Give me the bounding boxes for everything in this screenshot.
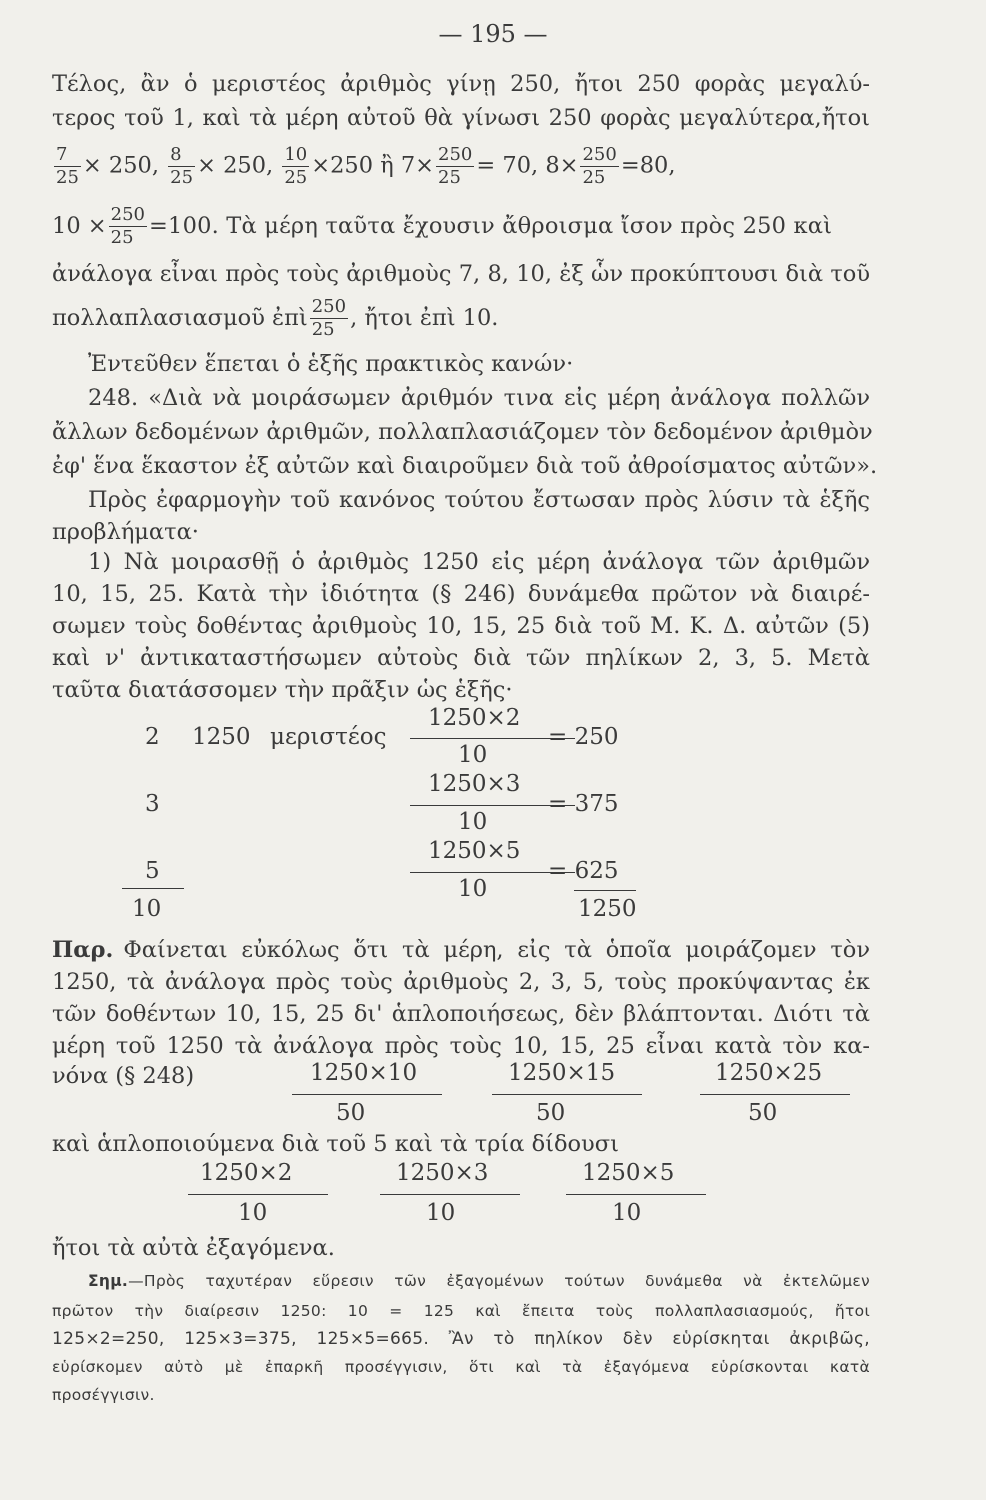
fraction-denominator: 10 [612, 1200, 642, 1226]
fraction-line: $\frac{7}{25}$ × 250, $\frac{8}{25}$ × 250, $\frac{10}{25}$ ×250 ἢ 7× $\frac{250}{25}$ = 70, 8× $\frac{250}{25}$ =80, [56, 143, 676, 188]
text-line: 10, 15, 25. Κατὰ τὴν ἰδιότητα (§ 246) δυνάμεθα πρῶτον νὰ διαιρέ- [52, 581, 870, 607]
fraction-denominator: 50 [336, 1100, 366, 1126]
fraction-numerator: 1250×2 [200, 1160, 293, 1186]
note-line: Σημ.—Πρὸς ταχυτέραν εὕρεσιν τῶν ἐξαγομένων τούτων δυνάμεθα νὰ ἐκτελῶμεν [88, 1272, 870, 1290]
ratio-value: 5 [145, 858, 160, 884]
text-line: ταῦτα διατάσσομεν τὴν πρᾶξιν ὡς ἑξῆς· [52, 677, 513, 703]
fraction-numerator: 1250×25 [715, 1060, 823, 1086]
divisor: 10 [458, 876, 488, 902]
product: 1250×5 [428, 838, 521, 864]
fraction-denominator: 50 [748, 1100, 778, 1126]
text-line: ἄλλων δεδομένων ἀριθμῶν, πολλαπλασιάζομεν τὸν δεδομένον ἀριθμὸν [52, 419, 873, 445]
product: 1250×2 [428, 705, 521, 731]
text-line: Πρὸς ἐφαρμογὴν τοῦ κανόνος τούτου ἔστωσαν πρὸς λύσιν τὰ ἑξῆς [88, 487, 870, 513]
product: 1250×3 [428, 771, 521, 797]
divisor: 10 [458, 809, 488, 835]
ratio-value: 3 [145, 791, 160, 817]
text-line: 248. «Διὰ νὰ μοιράσωμεν ἀριθμόν τινα εἰς μέρη ἀνάλογα πολλῶν [88, 385, 870, 411]
fraction: $\frac{8}{25}$ [170, 143, 194, 188]
fraction-bar [492, 1094, 642, 1095]
fraction-bar [700, 1094, 850, 1095]
text-line: ἤτοι τὰ αὐτὰ ἐξαγόμενα. [52, 1235, 335, 1261]
share: = 375 [548, 791, 619, 817]
remark-label: Παρ. [52, 937, 114, 963]
fraction-denominator: 10 [238, 1200, 268, 1226]
share: = 625 [548, 858, 619, 884]
text-line: μέρη τοῦ 1250 τὰ ἀνάλογα πρὸς τοὺς 10, 15, 25 εἶναι κατὰ τὸν κα- [52, 1033, 870, 1059]
fraction-numerator: 1250×10 [310, 1060, 418, 1086]
ratio-value: 2 [145, 724, 160, 750]
dividend: 1250 [192, 724, 251, 750]
note-line: πρῶτον τὴν διαίρεσιν 1250: 10 = 125 καὶ ἔπειτα τοὺς πολλαπλασιασμούς, ἤτοι [52, 1302, 870, 1320]
ratio-sum: 10 [132, 896, 162, 922]
dividend-label: μεριστέος [270, 724, 387, 750]
fraction-bar [292, 1094, 442, 1095]
text-line: τῶν δοθέντων 10, 15, 25 δι' ἁπλοποιήσεως, δὲν βλάπτονται. Διότι τὰ [52, 1001, 870, 1027]
fraction-bar [380, 1194, 520, 1195]
text-line: Παρ. Φαίνεται εὐκόλως ὅτι τὰ μέρη, εἰς τὰ ὁποῖα μοιράζομεν τὸν [52, 937, 870, 963]
fraction-denominator: 10 [426, 1200, 456, 1226]
text-line: 1250, τὰ ἀνάλογα πρὸς τοὺς ἀριθμοὺς 2, 3, 5, τοὺς προκύψαντας ἐκ [52, 969, 870, 995]
fraction: $\frac{250}{25}$ [311, 295, 347, 340]
fraction-denominator: 50 [536, 1100, 566, 1126]
text-line: καὶ ἁπλοποιούμενα διὰ τοῦ 5 καὶ τὰ τρία δίδουσι [52, 1131, 619, 1157]
sum-bar [122, 888, 184, 889]
fraction: $\frac{250}{25}$ [438, 143, 473, 188]
fraction-bar [188, 1194, 328, 1195]
fraction-bar [566, 1194, 706, 1195]
note-line: εὑρίσκομεν αὐτὸ μὲ ἐπαρκῆ προσέγγισιν, ὅτι καὶ τὰ ἐξαγόμενα εὑρίσκονται κατὰ [52, 1358, 870, 1376]
fraction: $\frac{7}{25}$ [56, 143, 79, 188]
text-line: νόνα (§ 248) [52, 1063, 195, 1089]
text-line: Ἐντεῦθεν ἕπεται ὁ ἑξῆς πρακτικὸς κανών· [88, 351, 574, 377]
divisor: 10 [458, 742, 488, 768]
note-label: Σημ. [88, 1272, 129, 1290]
text-line: τερος τοῦ 1, καὶ τὰ μέρη αὐτοῦ θὰ γίνωσι 250 φορὰς μεγαλύτερα,ἤτοι [52, 105, 870, 131]
text-line: 1) Νὰ μοιρασθῇ ὁ ἀριθμὸς 1250 εἰς μέρη ἀνάλογα τῶν ἀριθμῶν [88, 549, 870, 575]
text-line: σωμεν τοὺς δοθέντας ἀριθμοὺς 10, 15, 25 διὰ τοῦ Μ. Κ. Δ. αὐτῶν (5) [52, 613, 870, 639]
text-line: ἐφ' ἕνα ἕκαστον ἐξ αὐτῶν καὶ διαιροῦμεν διὰ τοῦ ἀθροίσματος αὐτῶν». [52, 453, 878, 479]
fraction: $\frac{250}{25}$ [582, 143, 617, 188]
fraction-numerator: 1250×15 [508, 1060, 616, 1086]
fraction: $\frac{250}{25}$ [110, 203, 145, 248]
text-line: ἀνάλογα εἶναι πρὸς τοὺς ἀριθμοὺς 7, 8, 10, ἐξ ὧν προκύπτουσι διὰ τοῦ [52, 261, 870, 287]
note-line: προσέγγισιν. [52, 1386, 155, 1404]
share: = 250 [548, 724, 619, 750]
fraction-line: πολλαπλασιασμοῦ ἐπὶ $\frac{250}{25}$ , ἤτοι ἐπὶ 10. [52, 295, 499, 340]
total-bar [574, 890, 636, 891]
text-line: Τέλος, ἂν ὁ μεριστέος ἀριθμὸς γίνῃ 250, ἤτοι 250 φορὰς μεγαλύ- [52, 71, 870, 97]
shares-total: 1250 [578, 896, 637, 922]
fraction-numerator: 1250×5 [582, 1160, 675, 1186]
fraction: $\frac{10}{25}$ [284, 143, 308, 188]
fraction-numerator: 1250×3 [396, 1160, 489, 1186]
text-line: καὶ ν' ἀντικαταστήσωμεν αὐτοὺς διὰ τῶν πηλίκων 2, 3, 5. Μετὰ [52, 645, 870, 671]
page-number: — 195 — [438, 20, 548, 48]
fraction-line: 10 × $\frac{250}{25}$ =100. Τὰ μέρη ταῦτα ἔχουσιν ἄθροισμα ἴσον πρὸς 250 καὶ [52, 203, 833, 248]
note-line: 125×2=250, 125×3=375, 125×5=665. Ἂν τὸ πηλίκον δὲν εὑρίσκηται ἀκριβῶς, [52, 1329, 870, 1349]
text-line: προβλήματα· [52, 519, 199, 545]
